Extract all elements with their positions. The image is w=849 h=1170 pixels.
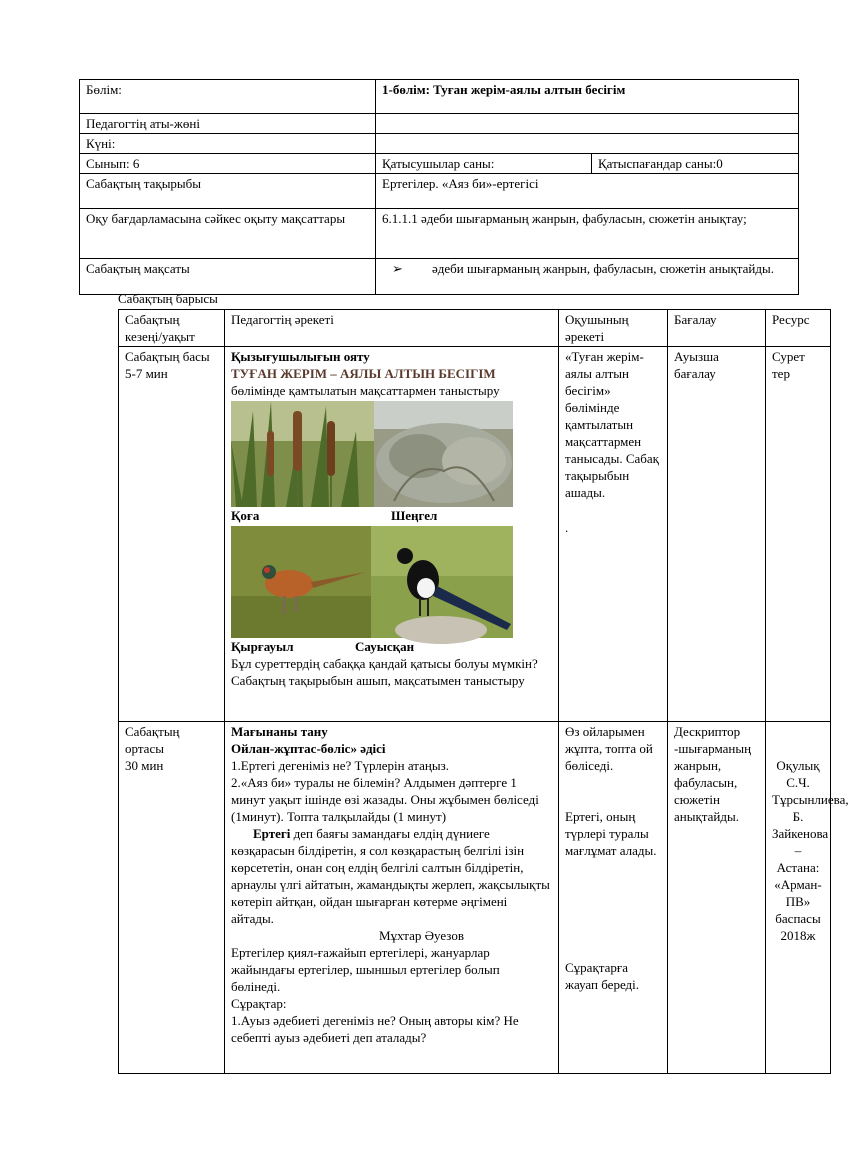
col-resource: Ресурс bbox=[766, 310, 831, 347]
col-student: Оқушының әрекеті bbox=[559, 310, 668, 347]
section-value: 1-бөлім: Туған жерім-аялы алтын бесігім bbox=[376, 80, 799, 114]
saxaul-image bbox=[374, 401, 513, 507]
arrow-bullet-icon: ➢ bbox=[392, 261, 403, 276]
row1-stage-name: Сабақтың басы bbox=[125, 349, 210, 364]
row2-assess: Дескриптор -шығарманың жанрын, фабуласын, сюжетін анықтайды. bbox=[668, 722, 766, 1074]
row2-types: Ертегілер қиял-ғажайып ертегілері, жануарлар жайындағы ертегілер, шыншыл ертегілер болып бөлінеді. bbox=[231, 945, 500, 994]
teacher-label: Педагогтің аты-жөні bbox=[80, 114, 376, 134]
row2-student-2: Ертегі, оның түрлері туралы мағлұмат алады. bbox=[565, 809, 657, 858]
row2-student-1: Өз ойларымен жұпта, топта ой бөліседі. bbox=[565, 724, 653, 773]
lesson-caption: Сабақтың барысы bbox=[118, 291, 218, 306]
row2-stage-name: Сабақтың ортасы bbox=[125, 724, 180, 756]
row2-teacher bbox=[225, 722, 559, 1074]
row2-q2: 2.«Аяз би» туралы не білемін? Алдымен дәптерге 1 минут уақыт ішінде өзі жазады. Оны жұбымен бөліседі (1минут). Топта талқылайды (1 минут) bbox=[231, 775, 539, 824]
row1-teacher bbox=[225, 347, 559, 722]
row1-intro: бөлімінде қамтылатын мақсаттармен таныстыру bbox=[231, 383, 500, 398]
col-stage: Сабақтың кезеңі/уақыт bbox=[119, 310, 225, 347]
pheasant-image bbox=[231, 526, 371, 638]
objectives-label: Оқу бағдарламасына сәйкес оқыту мақсаттары bbox=[80, 209, 376, 259]
row2-questions-label: Сұрақтар: bbox=[231, 996, 287, 1011]
definition-text: деп баяғы замандағы елдің дүниеге көзқарасын білдіретін, я сол көзқарастың белгілі ізін көрсететін, онан соң елдің белгілі салтын білдіретін, арнаулы үлгі айтатын, жамандықты жерлеп, жақсылықты көтеріп айтқан, ойдан шығарған көтерме әңгімені айтады. bbox=[231, 826, 550, 926]
date-label: Күні: bbox=[80, 134, 376, 154]
row2-stage bbox=[119, 722, 225, 1074]
row2-heading: Мағынаны тану bbox=[231, 724, 328, 739]
row1-closing: Сабақтың тақырыбын ашып, мақсатымен таныстыру bbox=[231, 673, 525, 688]
date-value bbox=[376, 134, 799, 154]
definition-term: Ертегі bbox=[253, 826, 291, 841]
row1-assess: Ауызша бағалау bbox=[668, 347, 766, 722]
row1-student-dot: . bbox=[565, 520, 569, 535]
lesson-header-table bbox=[79, 79, 799, 295]
objectives-value: 6.1.1.1 әдеби шығарманың жанрын, фабуласын, сюжетін анықтау; bbox=[376, 209, 799, 259]
section-label: Бөлім: bbox=[80, 80, 376, 114]
row1-student bbox=[559, 347, 668, 722]
row2-stage-time: 30 мин bbox=[125, 758, 164, 773]
cattail-image bbox=[231, 401, 374, 507]
caption-row-birds bbox=[231, 638, 552, 655]
class-label: Сынып: 6 bbox=[80, 154, 376, 174]
image-row-plants bbox=[231, 401, 552, 507]
row1-stage-time: 5-7 мин bbox=[125, 366, 168, 381]
topic-value: Ертегілер. «Аяз би»-ертегісі bbox=[376, 174, 799, 209]
row2-resource bbox=[766, 722, 849, 1074]
img4-label: Сауысқан bbox=[355, 639, 415, 654]
definition bbox=[231, 825, 552, 927]
row1-heading: Қызығушылығын ояту bbox=[231, 349, 370, 364]
row2-student-3: Сұрақтарға жауап береді. bbox=[565, 960, 640, 992]
row2-method: Ойлан-жұптас-бөліс» әдісі bbox=[231, 741, 386, 756]
row1-question: Бұл суреттердің сабаққа қандай қатысы болуы мүмкін? bbox=[231, 656, 538, 671]
img1-label: Қоға bbox=[231, 508, 260, 523]
row1-resource: Сурет тер bbox=[766, 347, 831, 722]
teacher-value bbox=[376, 114, 799, 134]
definition-author: Мұхтар Әуезов bbox=[379, 928, 464, 943]
caption-row-plants bbox=[231, 507, 552, 524]
absent-label: Қатыспағандар саны:0 bbox=[592, 154, 799, 174]
row2-student bbox=[559, 722, 668, 1074]
magpie-image bbox=[371, 526, 513, 638]
row2-resource-text: Оқулық С.Ч. Тұрсынлиева, Б. Зайкенова – Астана: «Арман-ПВ» баспасы 2018ж bbox=[772, 758, 849, 943]
goal-value: әдеби шығарманың жанрын, фабуласын, сюжетін анықтайды. bbox=[432, 261, 774, 276]
row2-q3: 1.Ауыз әдебиеті дегеніміз не? Оның авторы кім? Не себепті ауыз әдебиеті деп аталады? bbox=[231, 1013, 519, 1045]
col-teacher: Педагогтің әрекеті bbox=[225, 310, 559, 347]
present-label: Қатысушылар саны: bbox=[376, 154, 592, 174]
img2-label: Шеңгел bbox=[391, 508, 438, 523]
col-assess: Бағалау bbox=[668, 310, 766, 347]
unit-title: ТУҒАН ЖЕРІМ – АЯЛЫ АЛТЫН БЕСІГІМ bbox=[231, 366, 496, 381]
goal-label: Сабақтың мақсаты bbox=[80, 259, 376, 295]
img3-label: Қырғауыл bbox=[231, 639, 294, 654]
topic-label: Сабақтың тақырыбы bbox=[80, 174, 376, 209]
row2-q1: 1.Ертегі дегеніміз не? Түрлерін атаңыз. bbox=[231, 758, 449, 773]
goal-cell bbox=[376, 259, 799, 295]
row1-student-text: «Туған жерім-аялы алтын бесігім» бөлімінде қамтылатын мақсаттармен танысады. Сабақ тақырыбын ашады. bbox=[565, 349, 659, 500]
lesson-plan-table bbox=[118, 309, 849, 1074]
row1-stage bbox=[119, 347, 225, 722]
image-row-birds bbox=[231, 526, 552, 638]
